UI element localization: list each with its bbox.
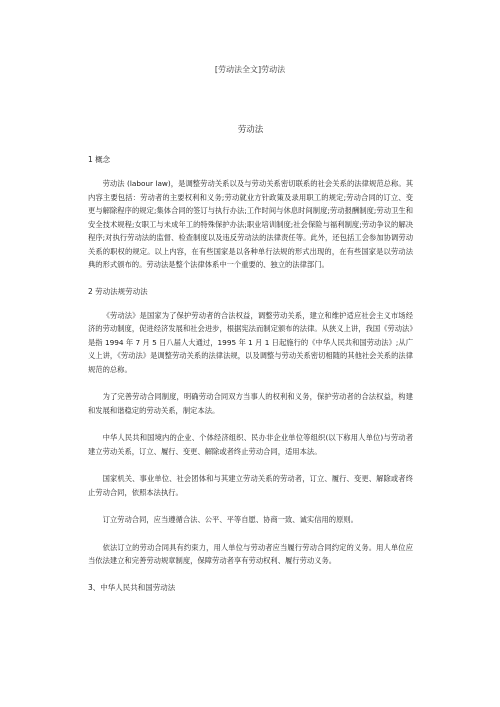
paragraph: 劳动法 (labour law)，是调整劳动关系以及与劳动关系密切联系的社会关系的法律规范总称。其内容主要包括：劳动者的主要权利和义务;劳动就业方针政策及录用职工的规定;劳动合同的订立、变更与解除程序的规定;集体合同的签订与执行办法;工作时间与休息时间制度;劳动报酬制度;劳动卫生和安全技术规程;女职工与未成年工的特殊保护办法;职业培训制度;社会保险与福利制度;劳动争议的解决程序;对执行劳动法的监督、检查制度以及违反劳动法的法律责任等。此外，还包括工会参加协调劳动关系的职权的规定。以上内容，在有些国家是以各种单行法规的形式出现的，在有些国家是以劳动法典的形式颁布的。劳动法是整个法律体系中一个重要的、独立的法律部门。 — [88, 179, 413, 269]
paragraph: 为了完善劳动合同制度，明确劳动合同双方当事人的权利和义务，保护劳动者的合法权益，构建和发展和谐稳定的劳动关系，制定本法。 — [88, 392, 413, 415]
paragraph: 中华人民共和国境内的企业、个体经济组织、民办非企业单位等组织(以下称用人单位)与劳动者建立劳动关系，订立、履行、变更、解除或者终止劳动合同，适用本法。 — [88, 433, 413, 456]
paragraph: 国家机关、事业单位、社会团体和与其建立劳动关系的劳动者，订立、履行、变更、解除或者终止劳动合同，依照本法执行。 — [88, 474, 413, 497]
section-prc-labor-law — [88, 582, 413, 593]
section-heading: 2 劳动法规劳动法 — [88, 286, 148, 296]
page-header — [0, 64, 500, 75]
section-heading: 1 概念 — [88, 155, 111, 164]
paragraph: 《劳动法》是国家为了保护劳动者的合法权益，调整劳动关系，建立和维护适应社会主义市场经济的劳动制度，促进经济发展和社会进步，根据宪法而制定颁布的法律。从狭义上讲，我国《劳动法》是指 1994 年 7 月 5 日八届人大通过，1995 年 1 月 1 日起施行的《中华人民共和国劳动法》;从广义上讲，《劳动法》是调整劳动关系的法律法规，以及调整与劳动关系密切相随的其他社会关系的法律规范的总称。 — [88, 310, 413, 374]
header-title: [劳动法全文]劳动法 — [214, 65, 286, 74]
section-concept — [88, 154, 413, 272]
section-labor-regulations — [88, 286, 413, 568]
paragraph: 依法订立的劳动合同具有约束力，用人单位与劳动者应当履行劳动合同约定的义务。用人单位应当依法建立和完善劳动规章制度，保障劳动者享有劳动权利、履行劳动义务。 — [88, 542, 413, 565]
document-title: 劳动法 — [237, 125, 264, 135]
paragraph: 订立劳动合同，应当遵循合法、公平、平等自愿、协商一致、诚实信用的原则。 — [102, 515, 358, 524]
section-heading: 3、中华人民共和国劳动法 — [88, 582, 176, 592]
document-body — [88, 124, 413, 605]
